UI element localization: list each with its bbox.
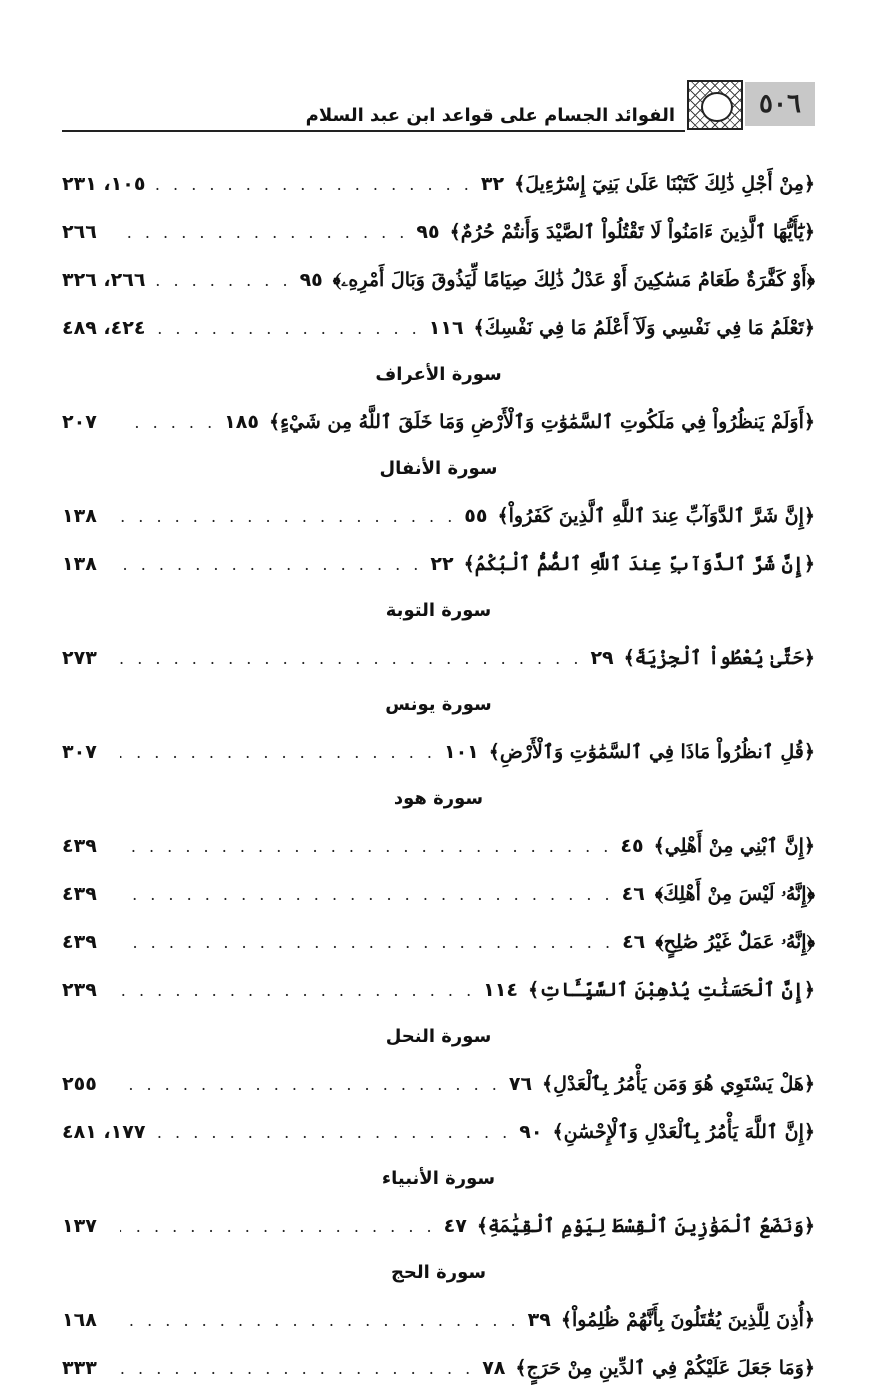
surah-heading: سورة يونس — [385, 693, 492, 715]
verse-number: ٩٠ — [519, 1121, 543, 1143]
page-references: ١٣٨ — [62, 553, 97, 575]
dot-leader — [120, 223, 408, 242]
ornament-icon — [687, 80, 743, 130]
verse-text: ﴿إِنَّ شَرَّ ٱلدَّوَآبِّ عِندَ ٱللَّهِ ٱلَّذِينَ كَفَرُواْ﴾ — [497, 505, 815, 527]
surah-heading: سورة التوبة — [385, 599, 492, 621]
verse-number: ٢٩ — [590, 647, 614, 669]
index-entry — [62, 822, 815, 870]
dot-leader — [120, 1311, 520, 1330]
surah-heading: سورة الأعراف — [375, 363, 502, 385]
index-entry — [62, 208, 815, 256]
page-references: ٤٣٩ — [62, 835, 97, 857]
verse-text: ﴿إِنَّ ٱبْنِي مِنْ أَهْلِي﴾ — [653, 835, 815, 857]
page-references: ٢٥٥ — [62, 1073, 97, 1095]
index-entry — [62, 1296, 815, 1344]
verse-number: ٢٢ — [430, 553, 454, 575]
dot-leader — [153, 319, 420, 338]
dot-leader — [153, 271, 291, 290]
index-entry — [62, 398, 815, 446]
verse-text: ﴿وَمَا جَعَلَ عَلَيْكُمْ فِي ٱلدِّينِ مِنْ حَرَجٍ﴾ — [515, 1357, 815, 1379]
verse-number: ٥٥ — [464, 505, 488, 527]
page-references: ١٣٨ — [62, 505, 97, 527]
index-entry — [62, 1060, 815, 1108]
index-entry — [62, 256, 815, 304]
verse-number: ١٨٥ — [224, 411, 259, 433]
verse-number: ٤٦ — [622, 931, 646, 953]
index-entry — [62, 1344, 815, 1392]
dot-leader — [120, 555, 422, 574]
page-references: ١٧٧، ٤٨١ — [62, 1121, 146, 1143]
verse-text: ﴿أُذِنَ لِلَّذِينَ يُقَٰتَلُونَ بِأَنَّهُمْ ظُلِمُواْ﴾ — [560, 1309, 815, 1331]
dot-leader — [120, 649, 582, 668]
surah-heading: سورة هود — [393, 787, 484, 809]
dot-leader — [120, 1217, 436, 1236]
verse-number: ٩٥ — [416, 221, 440, 243]
dot-leader — [153, 1123, 511, 1142]
surah-heading: سورة النحل — [385, 1025, 492, 1047]
page-references: ١٠٥، ٢٣١ — [62, 173, 146, 195]
verse-number: ٣٢ — [480, 173, 505, 195]
verse-text: ﴿حَتَّىٰ يُعْطُواْ ٱلْجِزْيَةَ﴾ — [623, 647, 815, 669]
header-rule — [62, 130, 685, 132]
page-references: ٣٣٣ — [62, 1357, 97, 1379]
page-header — [62, 80, 815, 132]
dot-leader — [120, 507, 456, 526]
index-entry — [62, 918, 815, 966]
verse-text: ﴿إِنَّهُۥ عَمَلٌ غَيْرُ صَٰلِحٍ﴾ — [655, 931, 815, 953]
index-entry — [62, 304, 815, 352]
dot-leader — [120, 1075, 501, 1094]
dot-leader — [120, 1359, 474, 1378]
page-references: ٤٣٩ — [62, 931, 97, 953]
verse-number: ٤٦ — [621, 883, 645, 905]
verse-text: ﴿أَوَلَمْ يَنظُرُواْ فِي مَلَكُوتِ ٱلسَّمَٰوَٰتِ وَٱلْأَرْضِ وَمَا خَلَقَ ٱللَّهُ مِن شَيْءٍ﴾ — [268, 411, 815, 433]
index-entry — [62, 1202, 815, 1250]
index-entry — [62, 492, 815, 540]
page-references: ٢٣٩ — [62, 979, 97, 1001]
verse-text: ﴿إِنَّ شَرَّ ٱلدَّوَآبِّ عِندَ ٱللَّهِ ٱلصُّمُّ ٱلْبُكْمُ﴾ — [463, 553, 815, 575]
page-references: ٢٦٦، ٣٢٦ — [62, 269, 146, 291]
verse-text: ﴿هَلْ يَسْتَوِي هُوَ وَمَن يَأْمُرُ بِٱلْعَدْلِ﴾ — [542, 1073, 815, 1095]
index-entry — [62, 634, 815, 682]
index-entry — [62, 870, 815, 918]
verse-number: ٣٩ — [527, 1309, 551, 1331]
verse-number: ٤٧ — [443, 1215, 467, 1237]
verse-text: ﴿قُلِ ٱنظُرُواْ مَاذَا فِي ٱلسَّمَٰوَٰتِ وَٱلْأَرْضِ﴾ — [488, 741, 815, 763]
verse-text: ﴿إِنَّ ٱللَّهَ يَأْمُرُ بِٱلْعَدْلِ وَٱلْإِحْسَٰنِ﴾ — [552, 1121, 815, 1143]
verse-number: ٧٦ — [508, 1073, 533, 1095]
verse-number: ١١٤ — [483, 979, 518, 1001]
dot-leader — [120, 933, 614, 952]
dot-leader — [120, 885, 614, 904]
verse-text: ﴿مِنْ أَجْلِ ذَٰلِكَ كَتَبْنَا عَلَىٰ بَنِيٓ إِسْرَٰٓءِيلَ﴾ — [514, 173, 815, 195]
verse-number: ٧٨ — [482, 1357, 506, 1379]
page-references: ٢٧٣ — [62, 647, 97, 669]
page-number: ٥٠٦ — [745, 82, 815, 126]
book-title: الفوائد الجسام على قواعد ابن عبد السلام — [305, 105, 675, 126]
page-references: ١٦٨ — [62, 1309, 97, 1331]
verse-text: ﴿تَعْلَمُ مَا فِي نَفْسِي وَلَآ أَعْلَمُ مَا فِي نَفْسِكَ﴾ — [473, 317, 815, 339]
verse-number: ٤٥ — [620, 835, 644, 857]
index-entry — [62, 728, 815, 776]
page-references: ٤٢٤، ٤٨٩ — [62, 317, 146, 339]
verse-index — [62, 160, 815, 1392]
page-references: ٢٠٧ — [62, 411, 97, 433]
dot-leader — [120, 981, 475, 1000]
index-entry — [62, 160, 815, 208]
index-entry — [62, 540, 815, 588]
verse-number: ١٠١ — [443, 741, 479, 763]
verse-text: ﴿إِنَّهُۥ لَيْسَ مِنْ أَهْلِكَ﴾ — [654, 883, 815, 905]
dot-leader — [120, 413, 216, 432]
surah-heading: سورة الأنفال — [379, 457, 498, 479]
verse-number: ٩٥ — [299, 269, 323, 291]
verse-text: ﴿أَوْ كَفَّٰرَةٌ طَعَامُ مَسَٰكِينَ أَوْ عَدْلُ ذَٰلِكَ صِيَامًا لِّيَذُوقَ وَبَالَ أَمْرِهِۦ﴾ — [332, 269, 815, 291]
page-references: ٣٠٧ — [62, 741, 97, 763]
dot-leader — [153, 175, 472, 194]
verse-text: ﴿وَنَضَعُ ٱلْمَوَٰزِينَ ٱلْقِسْطَ لِيَوْمِ ٱلْقِيَٰمَةِ﴾ — [476, 1215, 815, 1237]
verse-text: ﴿يَٰٓأَيُّهَا ٱلَّذِينَ ءَامَنُواْ لَا تَقْتُلُواْ ٱلصَّيْدَ وَأَنتُمْ حُرُمٌ﴾ — [449, 221, 815, 243]
page-references: ١٣٧ — [62, 1215, 97, 1237]
verse-text: ﴿إِنَّ ٱلْحَسَنَٰتِ يُذْهِبْنَ ٱلسَّيِّـَٔاتِ﴾ — [527, 979, 815, 1001]
dot-leader — [120, 837, 612, 856]
page-references: ٢٦٦ — [62, 221, 97, 243]
dot-leader — [120, 743, 436, 762]
verse-number: ١١٦ — [428, 317, 464, 339]
index-entry — [62, 1108, 815, 1156]
surah-heading: سورة الأنبياء — [381, 1167, 496, 1189]
page-references: ٤٣٩ — [62, 883, 97, 905]
surah-heading: سورة الحج — [390, 1261, 487, 1283]
index-entry — [62, 966, 815, 1014]
